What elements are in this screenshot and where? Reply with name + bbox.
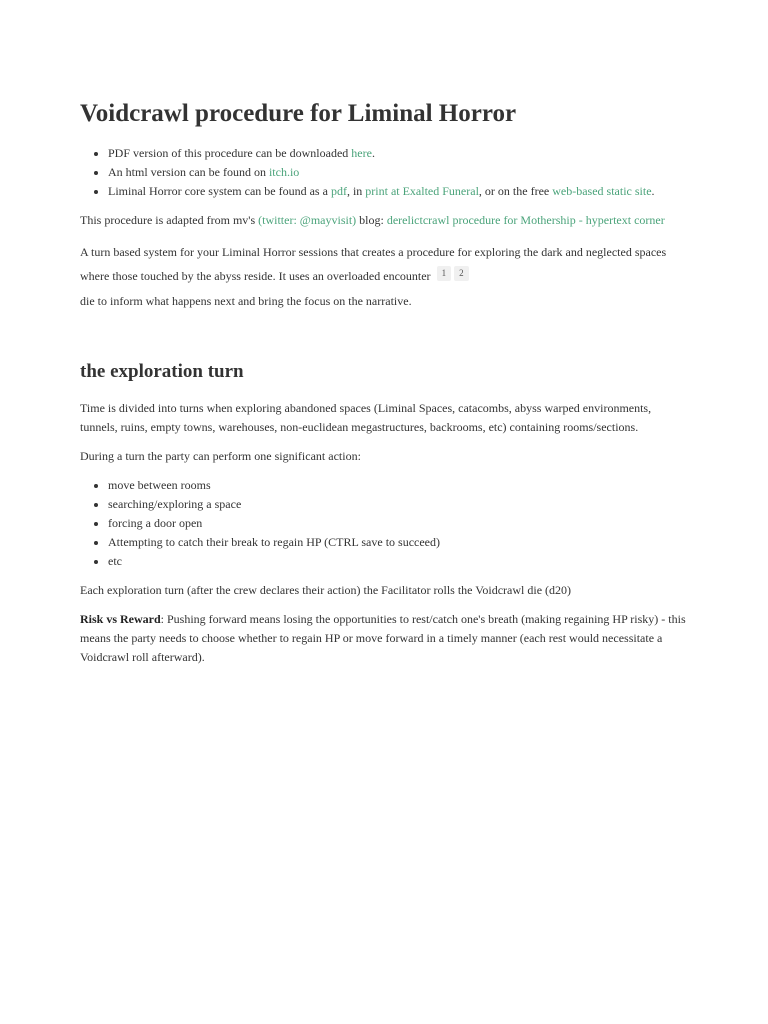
paragraph-text: A turn based system for your Liminal Horror sessions that creates a procedure for exploring the dark and neglected spaces where those touched by the abyss reside. It uses an overloaded encounter	[80, 245, 667, 283]
footnote-2-link[interactable]: 2	[454, 266, 469, 281]
derelictcrawl-link[interactable]: derelictcrawl procedure for Mothership - hypertext corner	[386, 213, 665, 227]
pdf-download-link[interactable]: here	[351, 146, 372, 160]
list-item: • searching/exploring a space	[108, 495, 690, 514]
intro-list	[80, 144, 690, 201]
paragraph-text: This procedure is adapted from mv's	[80, 213, 259, 227]
itch-io-link[interactable]: itch.io	[268, 165, 300, 179]
list-item: • etc	[108, 552, 690, 571]
time-paragraph: Time is divided into turns when exploring abandoned spaces (Liminal Spaces, catacombs, abyss warped environments, tunnels, ruins, empty towns, warehouses, non-euclidean megastructures, backrooms, etc) containing rooms/sections.	[80, 401, 652, 434]
list-item: • Attempting to catch their break to regain HP (CTRL save to succeed)	[108, 533, 690, 552]
list-item: • forcing a door open	[108, 514, 690, 533]
list-item	[108, 163, 690, 182]
list-item: • move between rooms	[108, 476, 690, 495]
turn-based-paragraph	[80, 240, 690, 288]
turn-based-paragraph-continued: die to inform what happens next and bring the focus on the narrative.	[80, 294, 412, 308]
adapted-paragraph	[80, 211, 690, 230]
list-item-text: , or on the free	[478, 184, 553, 198]
punctuation: .	[371, 146, 375, 160]
list-item-text: PDF version of this procedure can be downloaded	[108, 146, 352, 160]
list-item	[108, 182, 690, 201]
core-pdf-link[interactable]: pdf	[330, 184, 347, 198]
paragraph-text: : Pushing forward means losing the opportunities to rest/catch one's breath (making regaining HP risky) - this means the party needs to choose whether to regain HP or move forward in a timely manner (each rest would necessitate a Voidcrawl roll afterward).	[80, 612, 686, 664]
list-item-text: An html version can be found on	[108, 165, 269, 179]
paragraph-text: blog:	[356, 213, 387, 227]
twitter-link[interactable]: (twitter: @mayvisit)	[258, 213, 357, 227]
footnote-1-link[interactable]: 1	[437, 266, 452, 281]
document-content	[80, 98, 690, 677]
section-heading: the exploration turn	[80, 361, 244, 382]
exalted-funeral-link[interactable]: print at Exalted Funeral	[365, 184, 479, 198]
risk-paragraph	[80, 610, 690, 667]
during-paragraph: During a turn the party can perform one significant action:	[80, 449, 361, 463]
static-site-link[interactable]: web-based static site	[552, 184, 652, 198]
section-spacer	[80, 321, 690, 359]
list-item-text: , in	[346, 184, 366, 198]
actions-list	[80, 476, 690, 571]
risk-label: Risk vs Reward	[80, 612, 161, 626]
page-title: Voidcrawl procedure for Liminal Horror	[80, 100, 517, 127]
punctuation: .	[651, 184, 655, 198]
list-item-text: Liminal Horror core system can be found as a	[108, 184, 331, 198]
each-turn-paragraph: Each exploration turn (after the crew declares their action) the Facilitator rolls the Voidcrawl die (d20)	[80, 583, 572, 597]
list-item	[108, 144, 690, 163]
